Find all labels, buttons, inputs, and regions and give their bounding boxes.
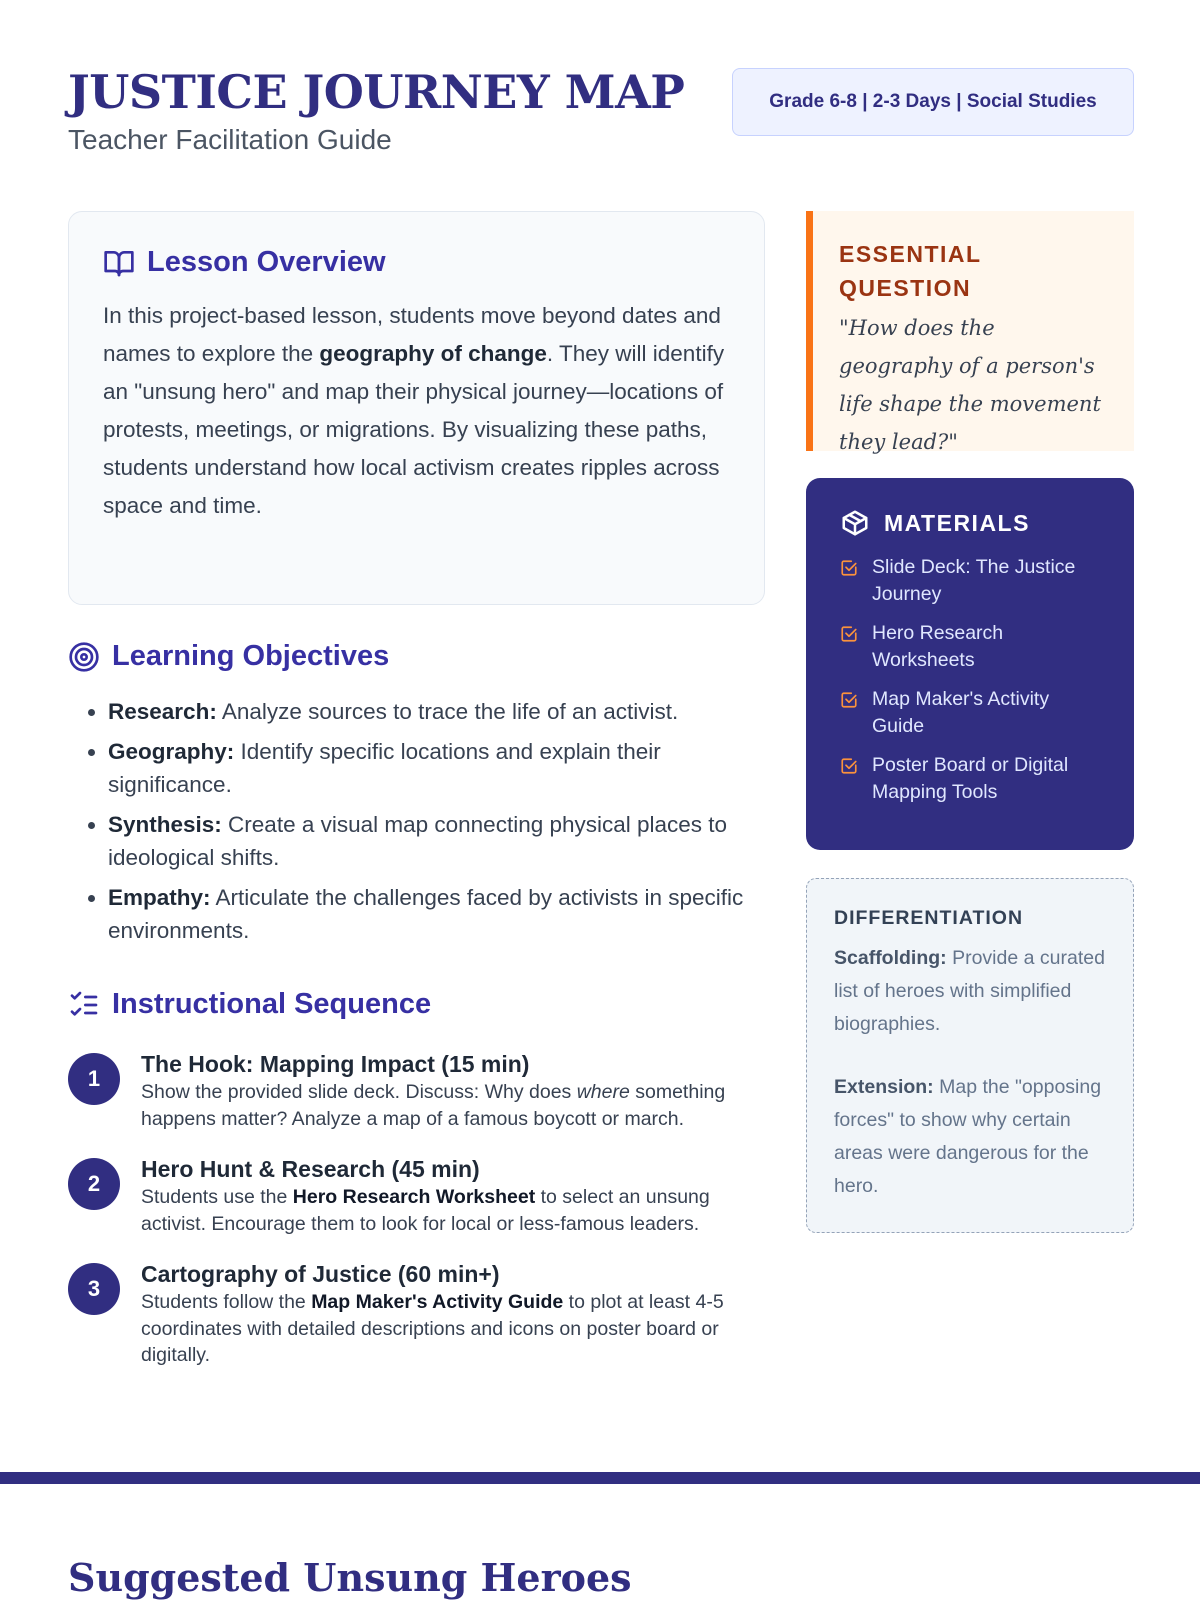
scaffolding-text: Scaffolding: Provide a curated list of heroes with simplified biographies. [834, 947, 1105, 1035]
learning-objectives-title: Learning Objectives [112, 640, 390, 672]
page-header [68, 62, 1134, 172]
materials-card [806, 478, 1134, 850]
step-number: 2 [68, 1158, 120, 1210]
materials-list [840, 554, 1106, 805]
learning-objectives-heading [68, 640, 768, 673]
lesson-overview-heading [103, 246, 730, 279]
material-item: Slide Deck: The Justice Journey [840, 554, 1106, 607]
step-description: Students use the Hero Research Worksheet to select an unsung activist. Encourage them to look for local or less-famous leaders. [141, 1186, 710, 1235]
grade-badge: Grade 6-8 | 2-3 Days | Social Studies [732, 68, 1134, 136]
step-description: Students follow the Map Maker's Activity Guide to plot at least 4-5 coordinates with detailed descriptions and icons on poster board or digitally. [141, 1291, 724, 1366]
essential-question-label: ESSENTIAL QUESTION [839, 241, 982, 301]
instructional-sequence-section [68, 988, 768, 1369]
step-number: 3 [68, 1263, 120, 1315]
suggested-heroes-heading: Suggested Unsung Heroes [68, 1555, 632, 1600]
checkbox-check-icon [840, 559, 858, 577]
package-icon [840, 508, 870, 538]
checkbox-check-icon [840, 625, 858, 643]
objective-item: • Empathy: Articulate the challenges faced by activists in specific environments. [108, 881, 768, 947]
instructional-sequence-heading [68, 988, 768, 1021]
material-item: Poster Board or Digital Mapping Tools [840, 752, 1106, 805]
objective-item: • Geography: Identify specific locations and explain their significance. [108, 735, 768, 801]
lesson-overview-card [68, 211, 765, 605]
step-number: 1 [68, 1053, 120, 1105]
objectives-list [68, 695, 768, 947]
page-title: JUSTICE JOURNEY MAP [68, 65, 685, 119]
differentiation-heading: DIFFERENTIATION [834, 907, 1024, 929]
sequence-step-1 [68, 1049, 768, 1132]
material-item: Hero Research Worksheets [840, 620, 1106, 673]
checkbox-check-icon [840, 691, 858, 709]
objective-item: • Synthesis: Create a visual map connecting physical places to ideological shifts. [108, 808, 768, 874]
essential-question-card [806, 211, 1134, 454]
materials-title: MATERIALS [884, 509, 1030, 536]
step-title: The Hook: Mapping Impact (15 min) [141, 1051, 530, 1077]
section-divider [0, 1472, 1200, 1484]
materials-heading [840, 508, 1106, 538]
objective-item: • Research: Analyze sources to trace the life of an activist. [108, 695, 768, 728]
learning-objectives-section [68, 640, 768, 954]
book-open-icon [103, 247, 135, 279]
page-subtitle: Teacher Facilitation Guide [68, 124, 392, 155]
extension-text: Extension: Map the "opposing forces" to show why certain areas were dangerous for the hero. [834, 1076, 1102, 1197]
sequence-step-2 [68, 1154, 768, 1237]
material-item: Map Maker's Activity Guide [840, 686, 1106, 739]
checkbox-check-icon [840, 757, 858, 775]
target-icon [68, 641, 100, 673]
overview-emphasis: geography of change [319, 341, 547, 366]
lesson-overview-title: Lesson Overview [147, 246, 386, 278]
step-description: Show the provided slide deck. Discuss: Why does where something happens matter? Analyze a map of a famous boycott or march. [141, 1081, 726, 1130]
sequence-step-3 [68, 1259, 768, 1369]
lesson-overview-text: In this project-based lesson, students move beyond dates and names to explore the geography of change. They will identify an "unsung hero" and map their physical journey—locations of protests, meetings, or migrations. By visualizing these paths, students understand how local activism creates ripples across space and time. [103, 303, 725, 518]
step-title: Hero Hunt & Research (45 min) [141, 1156, 480, 1182]
essential-question-quote: "How does the geography of a person's life shape the movement they lead?" [839, 316, 1101, 454]
step-title: Cartography of Justice (60 min+) [141, 1261, 500, 1287]
list-checks-icon [68, 989, 100, 1021]
differentiation-card [806, 878, 1134, 1233]
instructional-sequence-title: Instructional Sequence [112, 988, 432, 1020]
